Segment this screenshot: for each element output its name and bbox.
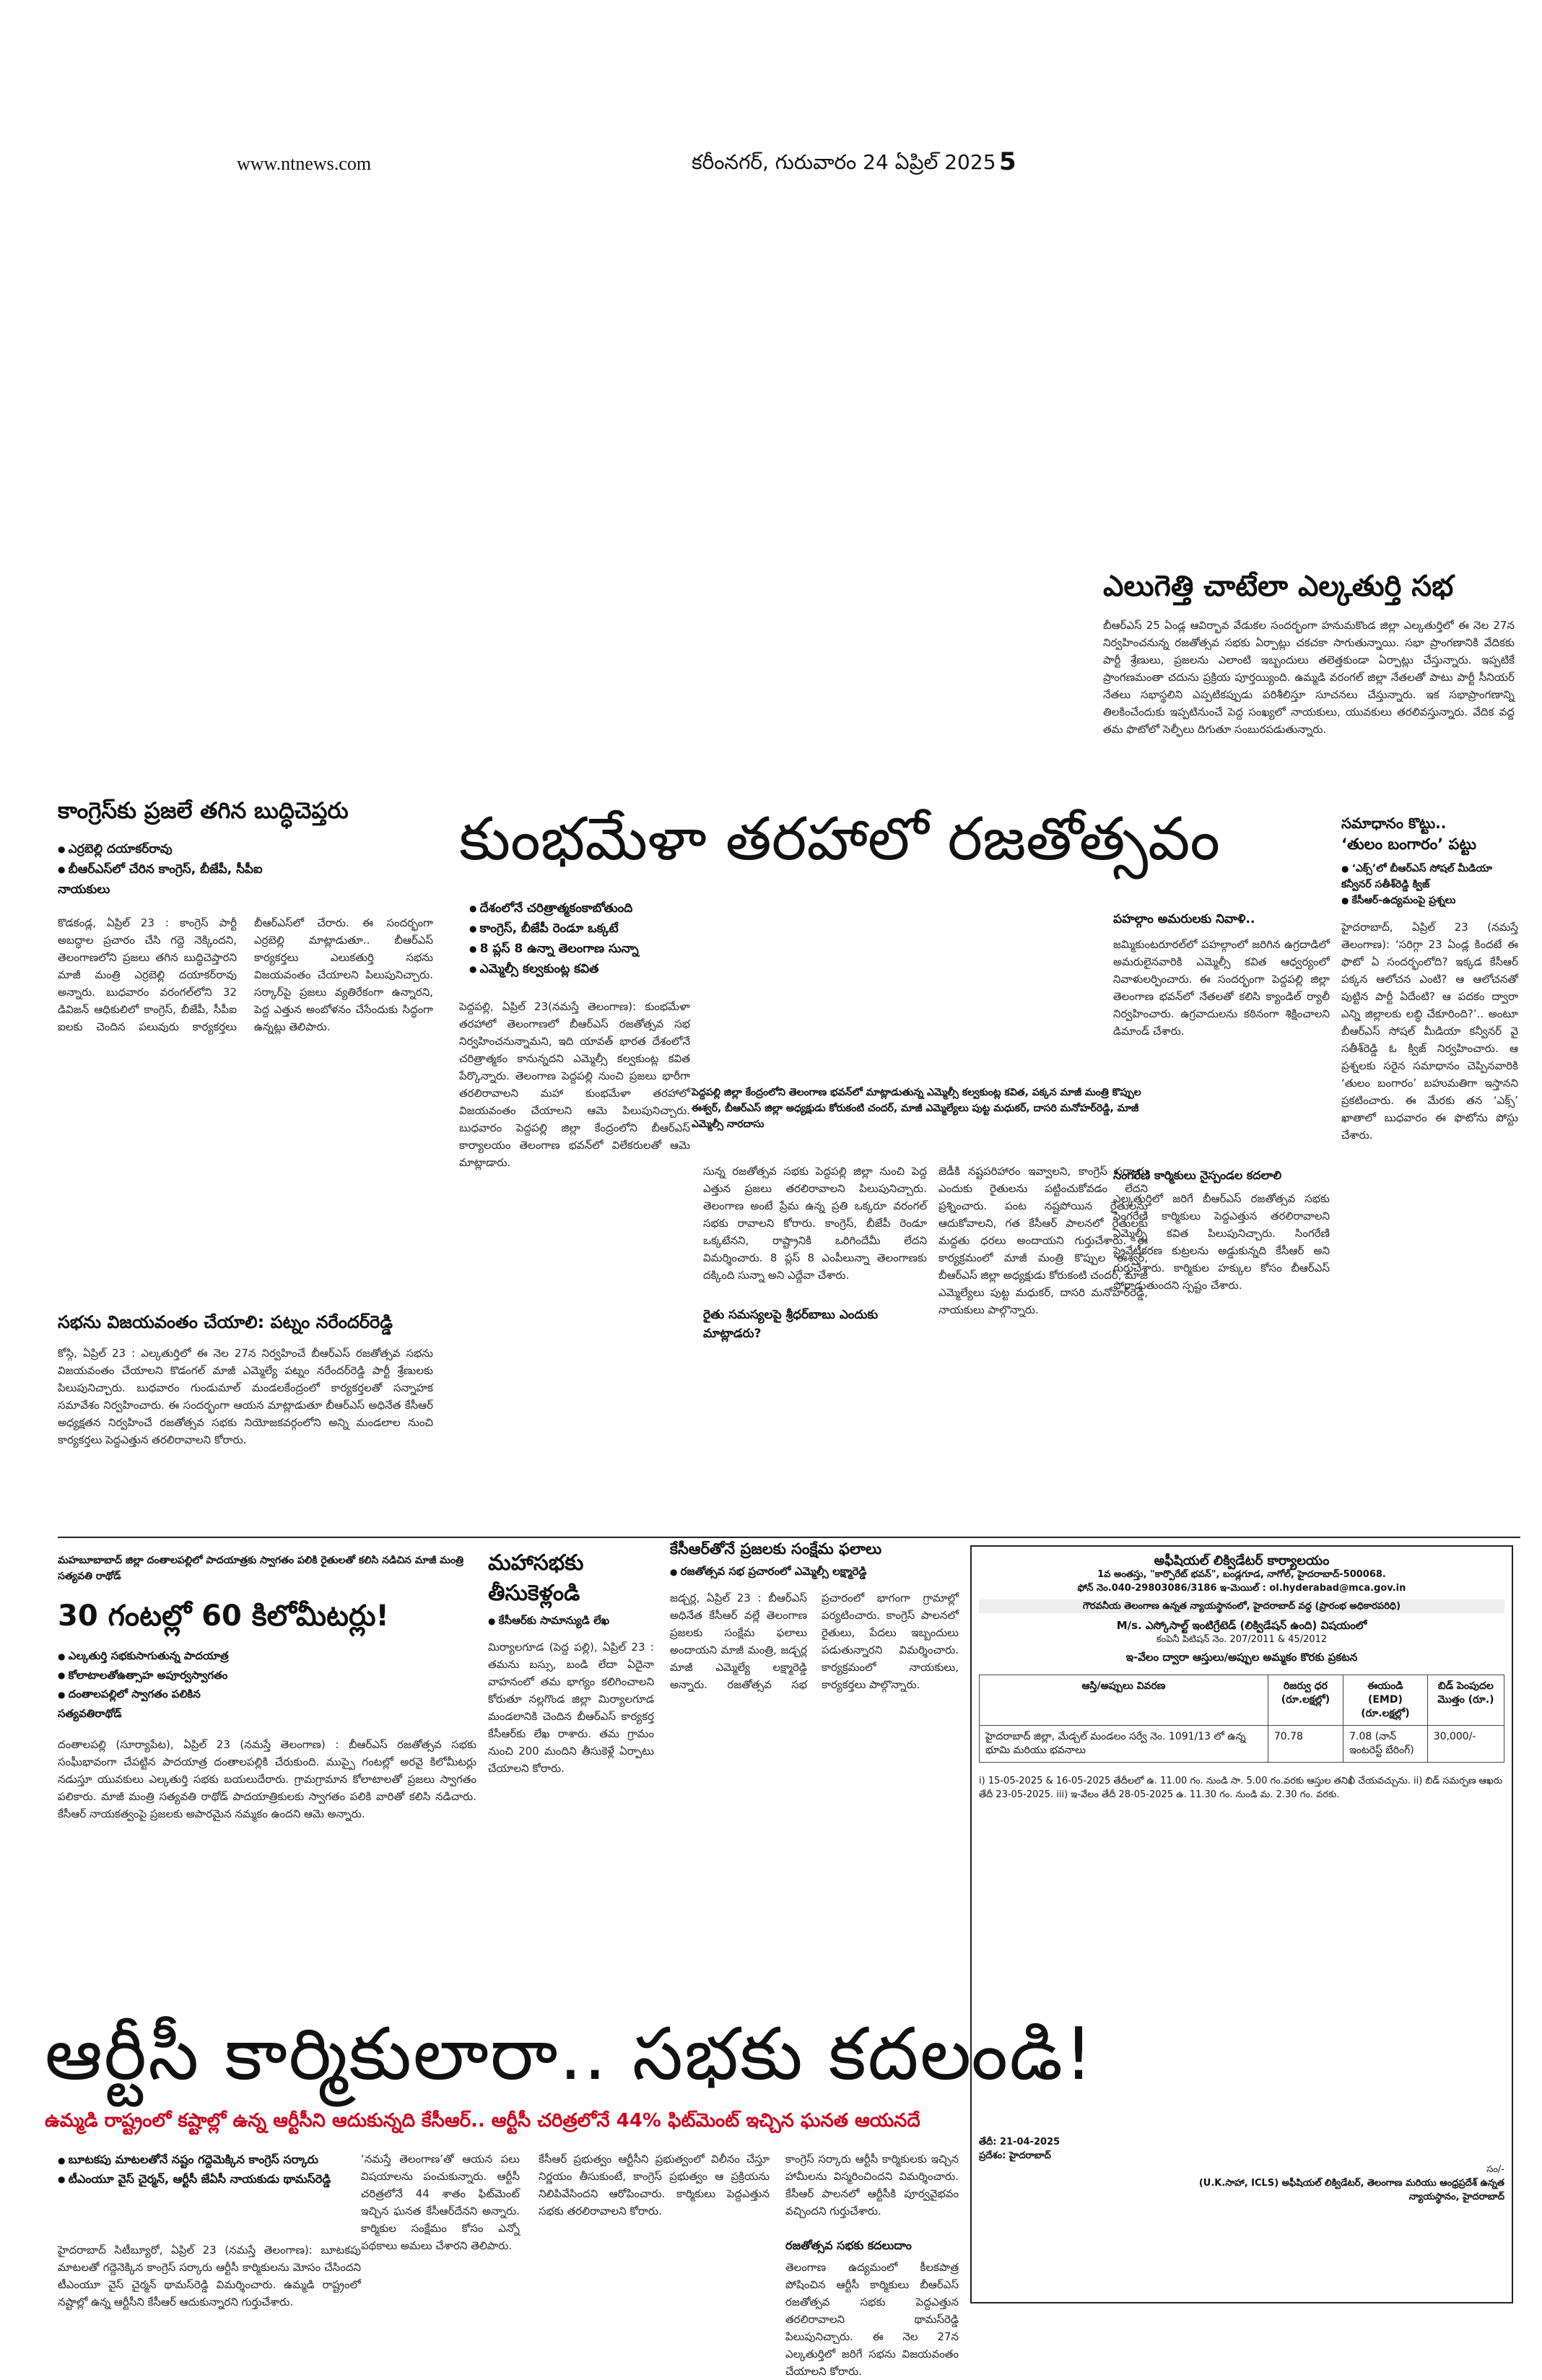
table-cell: 70.78 bbox=[1268, 1726, 1343, 1763]
banner-body-4: కాంగ్రెస్ సర్కారు ఆర్టీసీ కార్మికులకు ఇచ్చిన హామీలను విస్మరించిందని విమర్శించారు. కేసీఆర్ పాలనలో ఆర్టీసీకి పూర్వవైభవం వచ్చిందని గుర్తుచేశారు. bbox=[785, 2153, 959, 2218]
bullet-item: ● కాంగ్రెస్, బీజేపీ రెండూ ఒక్కటే bbox=[469, 918, 772, 939]
main-body-2: సున్న రజతోత్సవ సభకు పెద్దపల్లి జిల్లా నుంచి పెద్ద ఎత్తున ప్రజలు తరలిరావాలని పిలుపునిచ్చారు. తెలంగాణ అంటే ప్రేమ ఉన్న ప్రతి ఒక్కరూ వరంగల్ సభకు రావాలని కోరారు. కాంగ్రెస్, బీజేపీ రెండూ ఒక్కటేనని, రాష్ట్రానికి ఒరిగిందేమీ లేదని విమర్శించారు. 8 ప్లస్ 8 ఎంపీలున్నా తెలంగాణకు దక్కింది సున్నా అని ఎద్దేవా చేశారు. bbox=[703, 1165, 927, 1282]
samadhanam-body: హైదరాబాద్, ఏప్రిల్ 23 (నమస్తే తెలంగాణ): ‘సరిగ్గా 23 ఏండ్ల కిందటే ఈ ఫొటో ఏ సందర్భంలోది? ఇక్కడ కేసీఆర్ పక్కన ఆలోచన ఎంటి? ఆ ఆలోచనతో పుట్టిన పార్టీ ఏదేంటి? ఆ పదకం ద్వారా ఎన్ని జిల్లాలకు లబ్ధి చేకూరింది?’.. అంటూ బీఆర్‌ఎస్ సోషల్ మీడియా కన్వీనర్ వై సతీశ్‌రెడ్డి ఓ క్విజ్ నిర్వహించారు. ఆ ప్రశ్నలకు సరైన సమాధానం చెప్పినవారికి ‘తులం బంగారం’ బహుమతిగా ఇస్తానని ప్రకటించారు. ఈ మేరకు తన ‘ఎక్స్’ ఖాతాలో బుధవారం ఈ ఫొటోను పోస్టు చేశారు. bbox=[1341, 921, 1518, 1142]
main-headline: కుంభమేళా తరహాలో రజతోత్సవం bbox=[459, 805, 1221, 874]
samadhanam-story bbox=[1341, 813, 1518, 1463]
notice-address: 1వ అంతస్తు, "కార్పొరేట్ భవన్", బండ్లగూడ, నాగోల్, హైదరాబాద్-500068. bbox=[1097, 1569, 1386, 1580]
bullet-item: ● ఎమ్మెల్సీ కల్వకుంట్ల కవిత bbox=[469, 959, 772, 979]
table-header: ఈయండి (EMD) (రూ.లక్షల్లో) bbox=[1343, 1675, 1428, 1726]
bullet-item: ● కేసీఆర్‌కు సామాన్యుడి లేఖ bbox=[488, 1612, 654, 1630]
thirty-kicker: మహబూబాబాద్ జిల్లా దంతాలపల్లిలో పాదయాత్రకు స్వాగతం పలికి రైతులతో కలిసి నడిచిన మాజీ మంత్రి సత్యవతి రాథోడ్ bbox=[58, 1555, 464, 1582]
banner-bullets bbox=[58, 2150, 361, 2189]
jammikunta-story bbox=[1113, 910, 1330, 1502]
notice-signed: సం/- bbox=[1486, 2164, 1504, 2175]
table-header: రిజర్వు ధర (రూ.లక్షల్లో) bbox=[1268, 1675, 1343, 1726]
banner-body-2: ‘నమస్తే తెలంగాణ’తో ఆయన పలు విషయాలను పంచుకున్నారు. ఆర్టీసీ చరిత్రలోనే 44 శాతం ఫిట్‌మెంట్ ఇచ్చిన ఘనత కేసీఆర్‌దేనని అన్నారు. కార్మికుల సంక్షేమం కోసం ఎన్నో పథకాలు అమలు చేశారని తెలిపారు. bbox=[361, 2153, 520, 2252]
main-subhead: రైతు సమస్యలపై శ్రీధర్‌బాబు ఎందుకు మాట్లాడరు? bbox=[703, 1308, 879, 1341]
bullet-item: ● 8 ప్లస్ 8 ఉన్నా తెలంగాణ సున్నా bbox=[469, 939, 772, 959]
kcr-story bbox=[670, 1538, 959, 2015]
main-body-3: జెడీకి నష్టపరిహారం ఇవ్వాలని, కాంగ్రెస్ సర్కారు ఎందుకు రైతులను పట్టించుకోవడం లేదని ప్రశ్నించారు. పంట నష్టపోయిన రైతులను ఆదుకోవాలని, గత కేసీఆర్ పాలనలో రైతులకు మద్దతు ధరలు అందాయని గుర్తుచేశారు. ఈ కార్యక్రమంలో మాజీ మంత్రి కొప్పుల ఈశ్వర్, బీఆర్‌ఎస్ జిల్లా అధ్యక్షుడు కోరుకంటి చందర్, మాజీ ఎమ్మెల్యేలు పుట్ట మధుకర్, దాసరి మనోహర్‌రెడ్డి, నాయకులు పాల్గొన్నారు. bbox=[938, 1165, 1148, 1316]
samadhanam-kicker: సమాధానం కొట్టు.. bbox=[1341, 815, 1447, 832]
page-number: 5 bbox=[999, 147, 1016, 176]
liquidator-notice bbox=[970, 1545, 1513, 2303]
notice-org: అఫీషియల్ లిక్విడేటర్ కార్యాలయం bbox=[1154, 1553, 1330, 1568]
banner-body-3: కేసీఆర్ ప్రభుత్వం ఆర్టీసీని ప్రభుత్వంలో విలీనం చేస్తూ నిర్ణయం తీసుకుంటే, కాంగ్రెస్ ప్రభుత్వం ఆ ప్రక్రియను నిలిపివేసిందని ఆరోపించారు. కార్మికులు పెద్దఎత్తున సభకు తరలిరావాలని కోరారు. bbox=[539, 2153, 770, 2218]
thirty-story bbox=[58, 1552, 476, 2015]
site-url: www.ntnews.com bbox=[237, 153, 372, 174]
notice-heading: ఇ-వేలం ద్వారా ఆస్తులు/అప్పుల అమ్మకం కొరకు ప్రకటన bbox=[1125, 1651, 1358, 1664]
bullet-item: ● టీఎంయూ వైస్ చైర్మన్, ఆర్టీసీ జేఏసీ నాయకుడు థామస్‌రెడ్డి bbox=[58, 2170, 361, 2189]
mahasabha-bullet bbox=[488, 1612, 654, 1630]
table-row bbox=[980, 1726, 1504, 1763]
jammikunta-subhead: సింగరేణి కార్మికులు నైస్పండల కదలాలి bbox=[1113, 1168, 1282, 1182]
bullet-item: ● ఎల్కతుర్తి సభకుసాగుతున్న పాదయాత్ర bbox=[58, 1646, 238, 1666]
bullet-item: ● కేసీఆర్-ఉద్యమంపై ప్రశ్నలు bbox=[1341, 892, 1518, 908]
banner-body-1: హైదరాబాద్ సిటీబ్యూరో, ఏప్రిల్ 23 (నమస్తే తెలంగాణ): బూటకపు మాటలతో గద్దెనెక్కిన కాంగ్రెస్ సర్కారు ఆర్టీసీ కార్మికులను మోసం చేసిందని టీఎంయూ వైస్ చైర్మన్ థామస్‌రెడ్డి విమర్శించారు. ఉమ్మడి రాష్ట్రంలో నష్టాల్లో ఉన్న ఆర్టీసీని కేసీఆర్ ఆదుకున్నారని గుర్తుచేశారు. bbox=[58, 2244, 361, 2309]
elugeti-headline: ఎలుగెత్తి చాటేలా ఎల్కతుర్తి సభ bbox=[1103, 570, 1454, 603]
samadhanam-headline: ‘తులం బంగారం’ పట్టు bbox=[1341, 835, 1476, 853]
notice-dates: i) 15-05-2025 & 16-05-2025 తేదీలలో ఉ. 11.00 గం. నుండి సా. 5.00 గం.వరకు ఆస్తుల తనిఖీ చేయవచ్చును. ii) బిడ్ సమర్పణ ఆఖరు తేదీ 23-05-2025. iii) ఇ-వేలం తేదీ 28-05-2025 ఉ. 11.30 గం. నుండి మ. 2.30 గం. వరకు. bbox=[979, 1776, 1503, 1800]
mahasabha-story bbox=[488, 1548, 654, 2010]
banner-strip: ఉమ్మడి రాష్ట్రంలో కష్టాల్లో ఉన్న ఆర్టీసీని ఆదుకున్నది కేసీఆర్.. ఆర్టీసీ చరిత్రలోనే 44% ఫిట్‌మెంట్ ఇచ్చిన ఘనత ఆయనదే bbox=[45, 2110, 920, 2132]
bullet-item: ● ఎర్రబెల్లి దయాకర్‌రావు bbox=[58, 839, 433, 859]
sabha-story bbox=[58, 1310, 433, 1490]
bullet-item: ● రజతోత్సవ సభ ప్రచారంలో ఎమ్మెల్సీ లక్ష్మారెడ్డి bbox=[670, 1563, 959, 1581]
congress-story bbox=[58, 796, 433, 1316]
kcr-headline: కేసీఆర్‌తోనే ప్రజలకు సంక్షేమ ఫలాలు bbox=[670, 1540, 882, 1558]
bullet-item: ● దంతాలపల్లిలో స్వాగతం పలికిన సత్యవతిరాథోడ్ bbox=[58, 1685, 238, 1723]
notice-company: M/s. ఎస్కోసాల్ట్ ఇంటిగ్రేటెడ్ (లిక్విడేషన్ ఉంది) విషయంలో bbox=[1116, 1619, 1367, 1632]
main-photo-caption: పెద్దపల్లి జిల్లా కేంద్రంలోని తెలంగాణ భవన్‌లో మాట్లాడుతున్న ఎమ్మెల్సీ కల్వకుంట్ల కవిత, పక్కన మాజీ మంత్రి కొప్పుల ఈశ్వర్, బీఆర్‌ఎస్ జిల్లా అధ్యక్షుడు కోరుకంటి చందర్, మాజీ ఎమ్మెల్యేలు పుట్ట మధుకర్, దాసరి మనోహర్‌రెడ్డి, మాజీ ఎమ్మెల్సీ నారదాసు bbox=[692, 1087, 1141, 1130]
congress-headline: కాంగ్రెస్‌కు ప్రజలే తగిన బుద్ధిచెప్తరు bbox=[58, 798, 349, 824]
bullet-item: ● కోలాటాలతోఉత్సాహ అపూర్వస్వాగతం bbox=[58, 1666, 238, 1685]
kcr-body: జడ్చర్ల, ఏప్రిల్ 23 : బీఆర్‌ఎస్ అధినేత కేసీఆర్ వల్లే తెలంగాణ ప్రజలకు సంక్షేమ ఫలాలు అందాయని మాజీ మంత్రి, జడ్చర్ల మాజీ ఎమ్మెల్యే లక్ష్మారెడ్డి అన్నారు. రజతోత్సవ సభ ప్రచారంలో భాగంగా గ్రామాల్లో పర్యటించారు. కాంగ్రెస్ పాలనలో రైతులు, పేదలు ఇబ్బందులు పడుతున్నారని విమర్శించారు. కార్యక్రమంలో నాయకులు, కార్యకర్తలు పాల్గొన్నారు. bbox=[670, 1591, 959, 1691]
jammikunta-body-2: ఎల్కతుర్తిలో జరిగే బీఆర్‌ఎస్ రజతోత్సవ సభకు సింగరేణి కార్మికులు పెద్దఎత్తున తరలిరావాలని ఎమ్మెల్సీ కవిత పిలుపునిచ్చారు. సింగరేణి ప్రైవేటీకరణ కుట్రలను అడ్డుకున్నది కేసీఆర్ అని గుర్తుచేశారు. కార్మికుల హక్కుల కోసం బీఆర్‌ఎస్ పోరాడుతుందని స్పష్టం చేశారు. bbox=[1113, 1192, 1330, 1292]
table-cell: హైదరాబాద్ జిల్లా, మేడ్చల్ మండలం సర్వే నెం. 1091/13 లో ఉన్న భూమి మరియు భవనాలు bbox=[980, 1726, 1268, 1763]
sabha-headline: సభను విజయవంతం చేయాలి: పట్నం నరేందర్‌రెడ్డి bbox=[58, 1312, 393, 1332]
congress-body: కొడకండ్ల, ఏప్రిల్ 23 : కాంగ్రెస్ పార్టీ అబద్ధాల ప్రచారం చేసి గద్దె నెక్కిందని, తెలంగాణలోని ప్రజలు తగిన బుద్ధిచెప్తారని మాజీ మంత్రి ఎర్రబెల్లి దయాకర్‌రావు అన్నారు. బుధవారం వరంగల్‌లోని 32 డివిజన్ ఆధికులిలో కాంగ్రెస్, బీజేపీ, సీపీఐ ఐలకు చెందిన పలువురు కార్యకర్తలు బీఆర్‌ఎస్‌లో చేరారు. ఈ సందర్భంగా ఎర్రబెల్లి మాట్లాడుతూ.. బీఆర్‌ఎస్ కార్యకర్తలు ఎలుకతుర్తి సభను విజయవంతం చేయాలని పిలుపునిచ్చారు. సర్కార్‌పై ప్రజలు వ్యతిరేకంగా ఉన్నారని, పెద్ద ఎత్తున అంబోళనం చేసేందుకు సిద్ధంగా ఉన్నట్లు తెలిపారు. bbox=[58, 916, 433, 1033]
elugeti-body: బీఆర్‌ఎస్ 25 ఏండ్ల ఆవిర్భావ వేడుకల సందర్భంగా హనుమకొండ జిల్లా ఎల్కతుర్తిలో ఈ నెల 27న నిర్వహించనున్న రజతోత్సవ సభకు ఏర్పాట్లు చకచకా సాగుతున్నాయి. సభా ప్రాంగణానికి వేదికకు పార్టీ శ్రేణులు, ప్రజలను ఎలాంటి ఇబ్బందులు తలెత్తకుండా ఏర్పాట్లు చేస్తున్నారు. ఇప్పటికే ప్రాంగణమంతా చదును ప్రక్రియ పూర్తయ్యింది. ఉమ్మడి వరంగల్ జిల్లా నేతలతో పాటు పార్టీ సీనియర్ నేతలు సభాస్థలిని ఎప్పటికప్పుడు పరిశీలిస్తూ సూచనలు చేస్తున్నారు. ఇక సభాప్రాంగణాన్ని తిలకించేందుకు ఇప్పటినుంచే పెద్ద సంఖ్యలో నాయకులు, యువకులు తరలివస్తున్నారు. వేదిక వద్ద తమ ఫొటోలో సెల్ఫీలు దిగుతూ సంబురపడుతున్నారు. bbox=[1103, 619, 1515, 736]
main-bullets bbox=[469, 898, 772, 979]
jammikunta-body: జమ్మికుంటరూరల్‌లో పహల్గాంలో జరిగిన ఉగ్రదాడిలో అమరులైనవారికి ఎమ్మెల్సీ కవిత ఆధ్వర్యంలో నివాళులర్పించారు. ఈ సందర్భంగా పెద్దపల్లి జిల్లా తెలంగాణ భవన్‌లో నేతలతో కలిసి క్యాండిల్ ర్యాలీ నిర్వహించారు. ఉగ్రవాదులను కఠినంగా శిక్షించాలని డిమాండ్ చేశారు. bbox=[1113, 938, 1330, 1038]
table-header-row bbox=[980, 1675, 1504, 1726]
banner-headline: ఆర్టీసీ కార్మికులారా.. సభకు కదలండి! bbox=[45, 2012, 1095, 2096]
bullet-item: ● దేశంలోనే చరిత్రాత్మకంకాబోతుంది bbox=[469, 898, 772, 918]
table-cell: 7.08 (నాన్ ఇంటరెస్ట్ బేరింగ్) bbox=[1343, 1726, 1428, 1763]
main-body-1: పెద్దపల్లి, ఏప్రిల్ 23(నమస్తే తెలంగాణ): కుంభమేళా తరహాలో తెలంగాణలో బీఆర్‌ఎస్ రజతోత్సవ సభ నిర్వహించనున్నామని, ఇది యావత్ భారత దేశంలోనే చరిత్రాత్మకం కానున్నదని ఎమ్మెల్సీ కల్వకుంట్ల కవిత పేర్కొన్నారు. తెలంగాణ పెద్దపల్లి నుంచి ప్రజలు భారీగా తరలిరావాలని మహా కుంభమేళా తరహాలో విజయవంతం చేయాలని ఆమె పిలుపునిచ్చారు. బుధవారం పెద్దపల్లి జిల్లా కేంద్రంలోని బీఆర్‌ఎస్ కార్యాలయం తెలంగాణ భవన్‌లో విలేకరులతో ఆమె మాట్లాడారు. bbox=[459, 1000, 690, 1169]
bullet-item: ● బీఆర్‌ఎస్‌లో చేరిన కాంగ్రెస్, బీజేపీ, సీపీఐ నాయకులు bbox=[58, 859, 274, 900]
samadhanam-bullets bbox=[1341, 861, 1518, 908]
mahasabha-headline: మహాసభకు తీసుకెళ్లండి bbox=[488, 1550, 584, 1606]
notice-date: తేదీ: 21-04-2025 bbox=[979, 2137, 1060, 2147]
mahasabha-body: మిర్యాలగూడ (పెద్ద పల్లి), ఏప్రిల్ 23 : తమను బస్సు, బండి లేదా ఏదైనా వాహనంలో తమ భాగ్యం కలిగించాలని కోరుతూ నల్లగొండ జిల్లా మిర్యాలగూడ మండలానికి చెందిన బీఆర్‌ఎస్ కార్యకర్త కేసీఆర్‌కు లేఖ రాశారు. తమ గ్రామం నుంచి 200 మందిని తీసుకెళ్లే ఏర్పాటు చేయాలని కోరారు. bbox=[488, 1640, 654, 1775]
notice-petition: కంపెనీ పిటిషన్ నెం. 207/2011 & 45/2012 bbox=[1156, 1634, 1328, 1645]
notice-place: ప్రదేశం: హైదరాబాద్ bbox=[979, 2150, 1051, 2161]
notice-court: గౌరవనీయ తెలంగాణ ఉన్నత న్యాయస్థానంలో, హైదరాబాద్ వద్ద (ప్రారంభ అధికారపరిధి) bbox=[979, 1599, 1504, 1613]
notice-signatory: (U.K.సాహా, ICLS) అఫీషియల్ లిక్విడేటర్, తెలంగాణ మరియు ఆంధ్రప్రదేశ్ ఉన్నత న్యాయస్థానం, హైదరాబాద్ bbox=[1198, 2178, 1504, 2202]
table-header: బిడ్ పెంపుదల మొత్తం (రూ.) bbox=[1427, 1675, 1504, 1726]
elugeti-story bbox=[1103, 568, 1515, 784]
banner-body-5: తెలంగాణ ఉద్యమంలో కీలకపాత్ర పోషించిన ఆర్టీసీ కార్మికులు బీఆర్‌ఎస్ రజతోత్సవ సభకు పెద్దఎత్తున తరలిరావాలని థామస్‌రెడ్డి పిలుపునిచ్చారు. ఈ నెల 27న ఎల్కతుర్తిలో జరిగే సభను విజయవంతం చేయాలని కోరారు. bbox=[785, 2261, 959, 2378]
table-cell: 30,000/- bbox=[1427, 1726, 1504, 1763]
banner-subhead: రజతోత్సవ సభకు కదలుదాం bbox=[785, 2238, 912, 2252]
thirty-headline: 30 గంటల్లో 60 కిలోమీటర్లు! bbox=[58, 1599, 389, 1633]
table-header: ఆస్తి/అప్పులు వివరణ bbox=[980, 1675, 1268, 1726]
notice-contact: ఫోన్ నెం.040-29803086/3186 ఇ-మెయిల్ : ol.hyderabad@mca.gov.in bbox=[1077, 1583, 1406, 1594]
kcr-bullet bbox=[670, 1563, 959, 1581]
sabha-body: కోస్గి, ఏప్రిల్ 23 : ఎల్కతుర్తిలో ఈ నెల 27న నిర్వహించే బీఆర్‌ఎస్ రజతోత్సవ సభను విజయవంతం చేయాలని కొడంగల్ మాజీ ఎమ్మెల్యే పట్నం నరేందర్‌రెడ్డి పార్టీ శ్రేణులకు పిలుపునిచ్చారు. బుధవారం గుండుమాల్ మండలకేంద్రంలో కార్యకర్తలతో సన్నాహక సమావేశం నిర్వహించారు. ఈ సందర్భంగా ఆయన మాట్లాడుతూ బీఆర్‌ఎస్ అధినేత కేసీఆర్ అధ్యక్షతన నిర్వహించే రజతోత్సవ సభకు నియోజకవర్గంలోని అన్ని మండలాల నుంచి కార్యకర్తలు పెద్దఎత్తున తరలిరావాలని కోరారు. bbox=[58, 1347, 433, 1446]
thirty-body: దంతాలపల్లి (సూర్యాపేట), ఏప్రిల్ 23 (నమస్తే తెలంగాణ) : బీఆర్‌ఎస్ రజతోత్సవ సభకు సంఘీభావంగా చేపట్టిన పాదయాత్ర దంతాలపల్లికి చేరుకుంది. ముప్పై గంటల్లో అరవై కిలోమీటర్లు నడుస్తూ యువకులు ఎల్కతుర్తి సభకు బయలుదేరారు. గ్రామగ్రామాన కోలాటాలతో ప్రజలు స్వాగతం పలికారు. మాజీ మంత్రి సత్యవతి రాథోడ్ పాదయాత్రికులకు స్వాగతం పలికి వారితో కలిసి నడిచారు. కేసీఆర్ నాయకత్వంపై ప్రజలకు అపారమైన నమ్మకం ఉందని ఆమె అన్నారు. bbox=[58, 1737, 476, 1820]
jammikunta-headline: పహల్గాం అమరులకు నివాళి.. bbox=[1113, 912, 1255, 926]
thirty-bullets bbox=[58, 1646, 238, 1723]
tender-table bbox=[979, 1675, 1504, 1763]
dateline: కరీంనగర్, గురువారం 24 ఏప్రిల్ 2025 bbox=[692, 150, 996, 174]
bullet-item: ● బూటకపు మాటలతోనే నష్టం గద్దెమెక్కిన కాంగ్రెస్ సర్కారు bbox=[58, 2150, 361, 2170]
congress-bullets bbox=[58, 839, 433, 900]
bullet-item: ● ‘ఎక్స్’లో బీఆర్‌ఎస్ సోషల్ మీడియా కన్వీనర్ సతీశ్‌రెడ్డి క్విజ్ bbox=[1341, 861, 1518, 892]
